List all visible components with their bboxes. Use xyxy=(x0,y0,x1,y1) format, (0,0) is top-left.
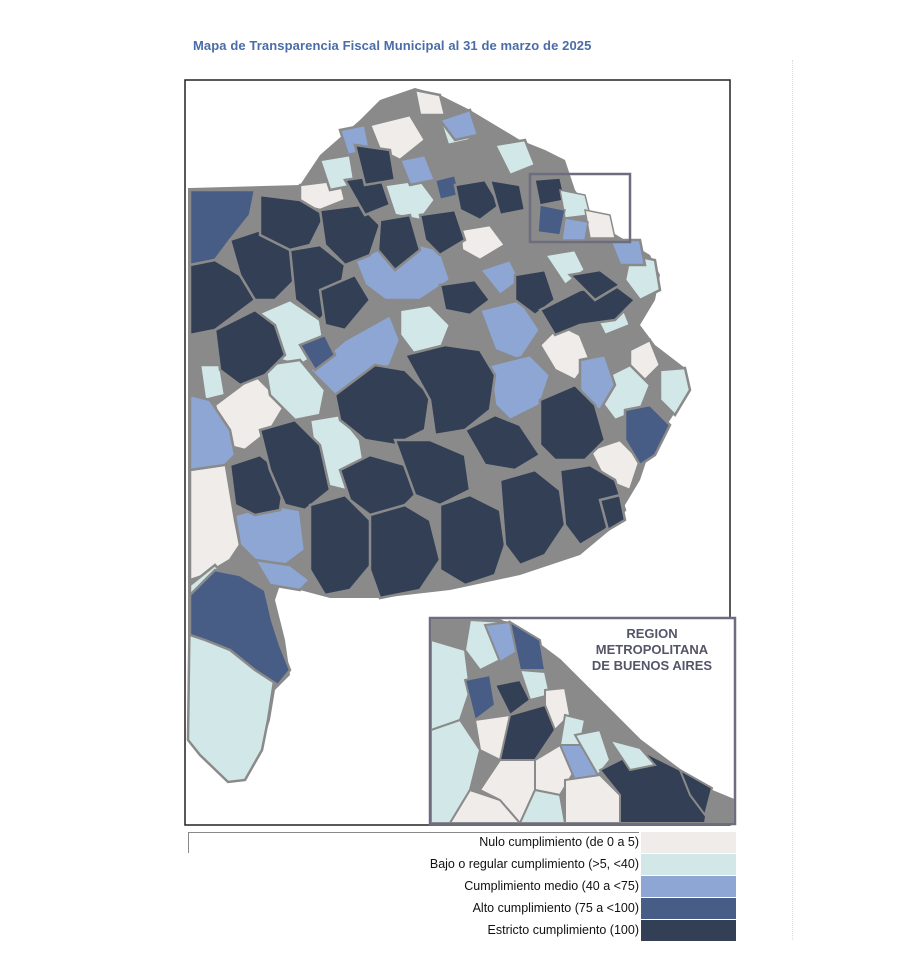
legend-label: Cumplimiento medio (40 a <75) xyxy=(464,879,639,893)
legend-row-medio xyxy=(188,876,736,898)
legend-row-nulo xyxy=(188,832,736,854)
inset-title-line-3: DE BUENOS AIRES xyxy=(591,658,713,673)
legend-label: Bajo o regular cumplimiento (>5, <40) xyxy=(429,857,639,871)
legend-swatch-medio xyxy=(641,876,736,897)
inset-title xyxy=(582,626,722,674)
inset-title-line-2: METROPOLITANA xyxy=(595,642,709,657)
legend-swatch-estricto xyxy=(641,920,736,941)
legend-swatch-alto xyxy=(641,898,736,919)
legend-row-estricto xyxy=(188,920,736,942)
legend-label: Alto cumplimiento (75 a <100) xyxy=(472,901,639,915)
legend-label: Nulo cumplimiento (de 0 a 5) xyxy=(479,835,639,849)
legend-swatch-nulo xyxy=(641,832,736,853)
legend-swatch-bajo xyxy=(641,854,736,875)
map-legend xyxy=(188,832,736,942)
map-title: Mapa de Transparencia Fiscal Municipal al 31 de marzo de 2025 xyxy=(193,38,592,53)
inset-title-line-1: REGION xyxy=(626,626,678,641)
legend-row-alto xyxy=(188,898,736,920)
legend-label: Estricto cumplimiento (100) xyxy=(487,923,639,937)
legend-row-bajo xyxy=(188,854,736,876)
